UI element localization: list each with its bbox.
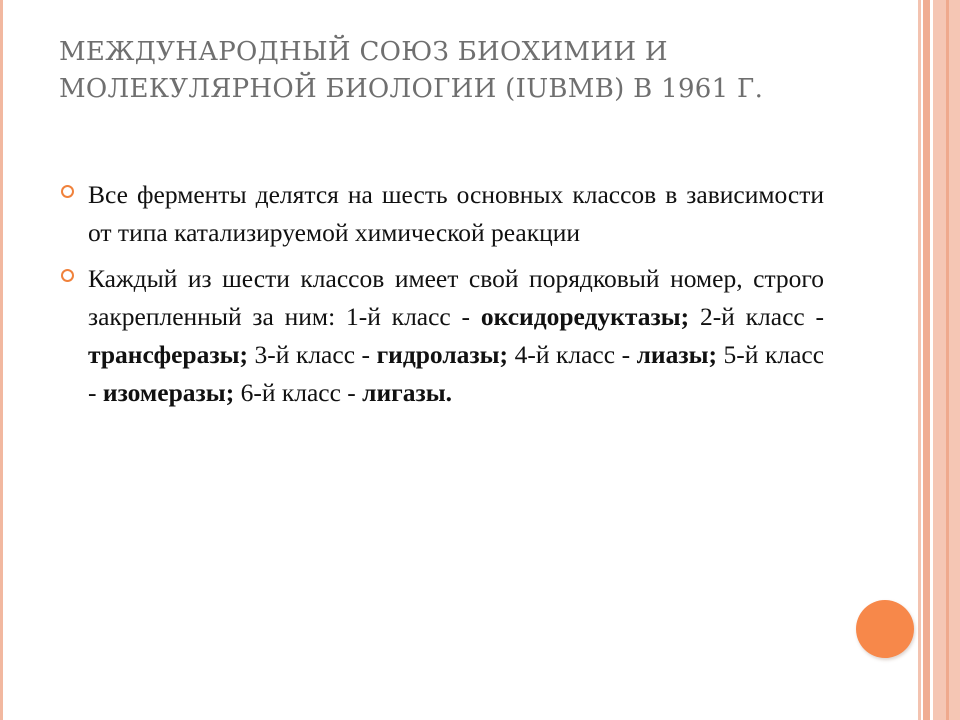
left-frame-line	[0, 0, 3, 720]
enzyme-class-name: оксидоредуктазы;	[480, 302, 690, 331]
bullet-ring-icon	[61, 269, 74, 282]
right-stripe	[923, 0, 930, 720]
enzyme-class-name: трансферазы;	[88, 340, 248, 369]
bullet-item	[60, 260, 824, 412]
bullet-ring-icon	[61, 185, 74, 198]
enzyme-class-name: лиазы;	[636, 340, 718, 369]
bullet-text: 2-й класс -	[699, 302, 825, 331]
bullet-list	[60, 176, 824, 420]
bullet-text: Каждый из шести классов имеет свой порядковый номер, строго закрепленный за ним: 1-й класс -	[88, 264, 824, 331]
bullet-text: 6-й класс -	[240, 378, 356, 407]
right-stripe	[946, 0, 949, 720]
enzyme-class-name: лигазы.	[362, 378, 453, 407]
bullet-text: Все ферменты делятся на шесть основных классов в зависимости от типа катализируемой химической реакции	[88, 180, 824, 247]
bullet-text: 4-й класс -	[514, 340, 631, 369]
enzyme-class-name: изомеразы;	[102, 378, 235, 407]
right-stripe	[918, 0, 921, 720]
slide-title: МЕЖДУНАРОДНЫЙ СОЮЗ БИОХИМИИ И МОЛЕКУЛЯРНОЙ БИОЛОГИИ (IUBMB) В 1961 Г.	[59, 37, 764, 104]
decorative-circle	[856, 600, 914, 658]
bullet-text: 5-й класс -	[88, 340, 825, 407]
bullet-text: 3-й класс -	[254, 340, 371, 369]
bullet-item	[60, 176, 824, 252]
enzyme-class-name: гидролазы;	[376, 340, 509, 369]
